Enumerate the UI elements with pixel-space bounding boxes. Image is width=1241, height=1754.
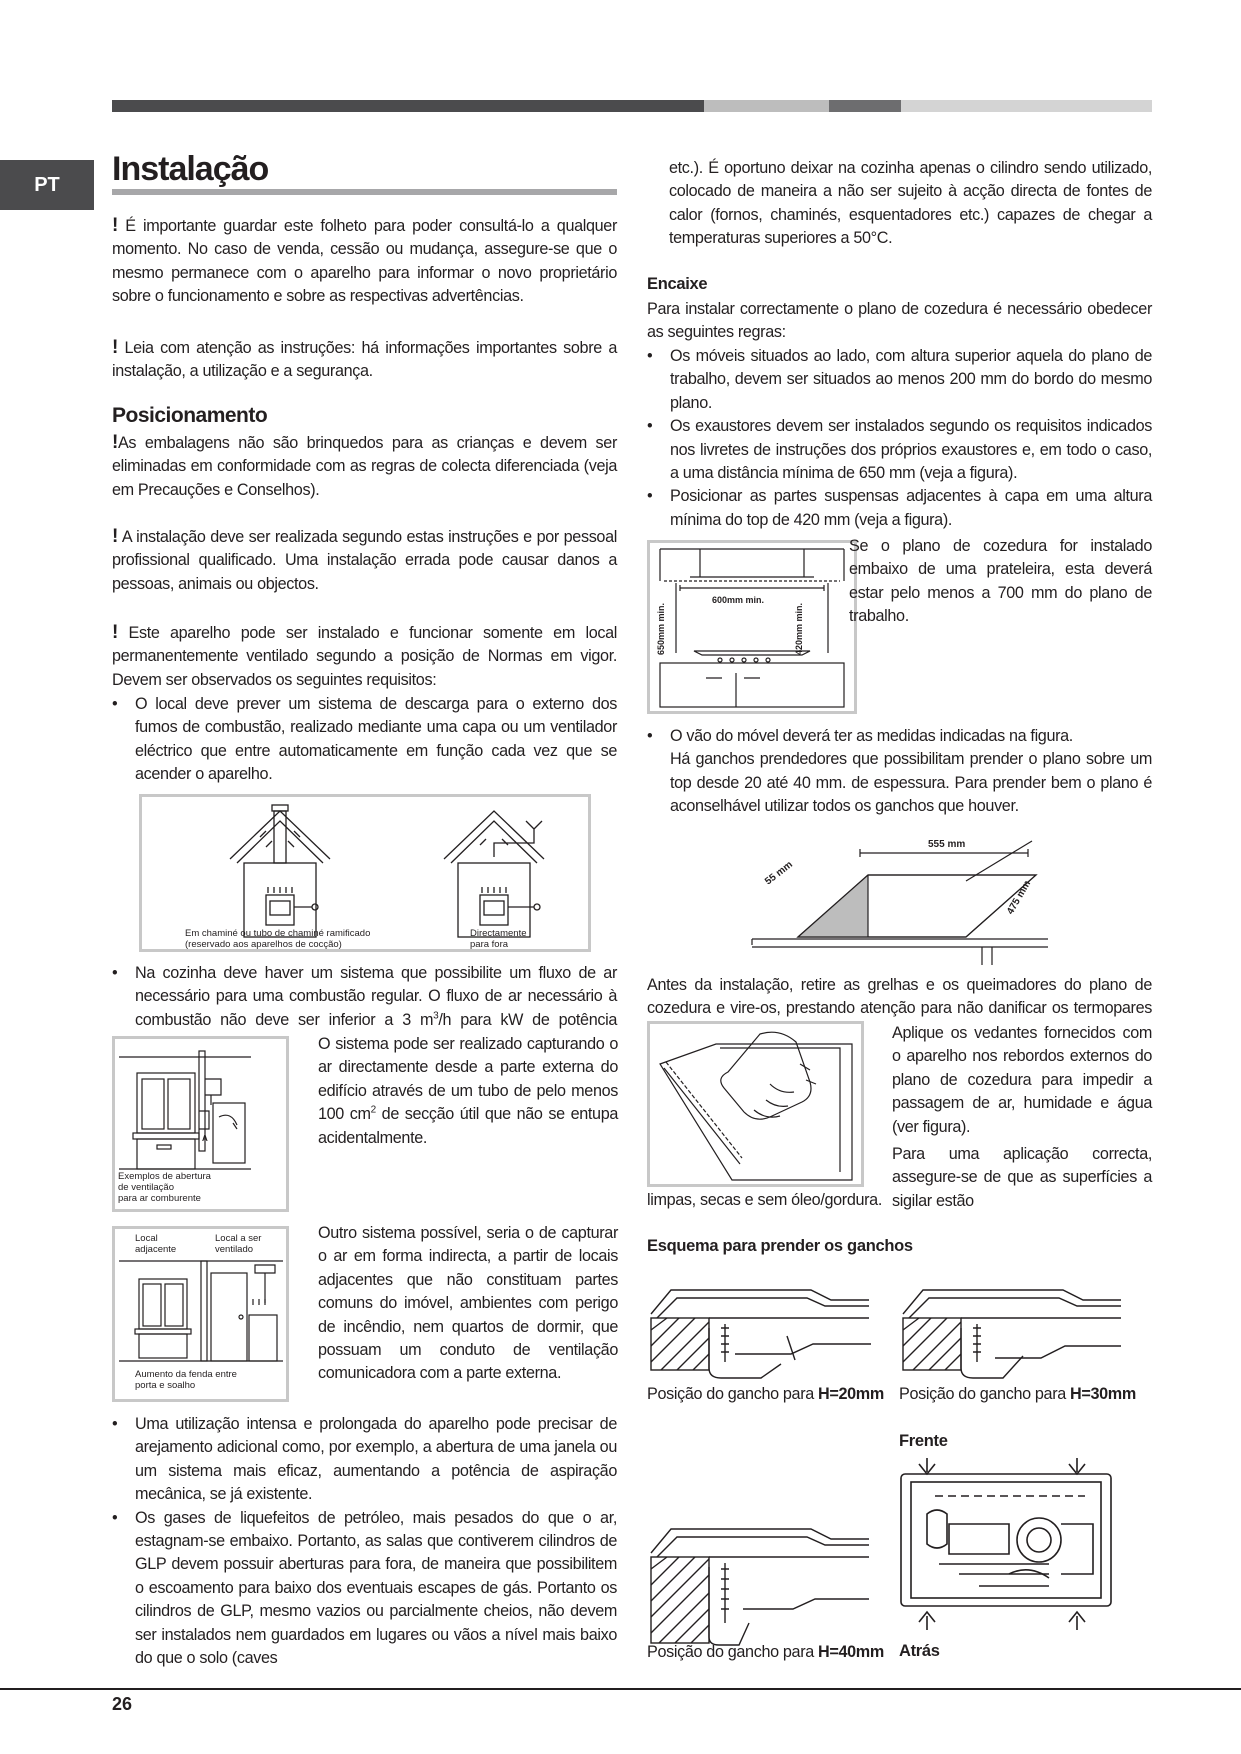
figure-hood xyxy=(647,540,857,714)
hook-diagram-40 xyxy=(647,1513,873,1653)
window-drawing xyxy=(115,1039,286,1209)
pos-text-2: A instalação deve ser realizada segundo estas instruções e por pessoal profissional qualificado. Uma instalação errada pode causar danos a pessoas, animais ou objectos. xyxy=(112,528,617,593)
list-item xyxy=(647,725,1152,819)
figure-rooms xyxy=(112,1226,289,1402)
list-item: • Os exaustores devem ser instalados segundo os requisitos indicados nos livretes de instruções dos próprios exaustores e, em todo o caso, a uma distância mínima de 650 mm (veja a figura). xyxy=(647,415,1152,485)
rooms-label-1b: adjacente xyxy=(135,1244,177,1255)
intro-text-1: É importante guardar este folheto para poder consultá-lo a qualquer momento. No caso de venda, cessão ou mudança, assegure-se que o mesmo permanece com o aparelho para informar o novo proprietário sobre o funcionamento e sobre as respectivas advertências. xyxy=(112,217,617,306)
hook-caption-20 xyxy=(647,1383,884,1406)
seal-tail: limpas, secas e sem óleo/gordura. xyxy=(647,1191,882,1209)
cutout-dim-555: 555 mm xyxy=(928,839,966,850)
list-item: • Os móveis situados ao lado, com altura superior aquela do plano de trabalho, devem ser situados ao menos 200 mm do bordo do mesmo plano. xyxy=(647,345,1152,415)
encaixe-rules xyxy=(647,345,1152,532)
before-install-text: Antes da instalação, retire as grelhas e os queimadores do plano de cozedura e vire-os, prestando atenção para não danificar os termopares xyxy=(647,976,1152,1018)
hook-30-value: H=30mm xyxy=(1070,1385,1136,1403)
houses-caption-1a: Em chaminé ou tubo de chaminé ramificado xyxy=(185,928,371,939)
window-caption-1: Exemplos de abertura xyxy=(118,1171,211,1182)
atras-label: Atrás xyxy=(899,1642,940,1660)
rooms-label-1a: Local xyxy=(135,1233,158,1244)
list-item: • Os gases de liquefeitos de petróleo, mais pesados do que o ar, estagnam-se embaixo. Portanto, as salas que contiverem cilindros de GLP devem possuir aberturas para fora, de maneira que possibilitem o escoamento para baixo dos eventuais escapes de gás. Portanto os cilindros de GLP, mesmo vazios ou parcialmente cheios, não devem ser instalados nem guardados em lugares ou vãos a nível mais baixo do que o solo (caves xyxy=(112,1507,617,1671)
hook-diagram-30 xyxy=(899,1278,1125,1382)
houses-caption-1b: (reservado aos aparelhos de cocção) xyxy=(185,939,342,949)
cutout-dim-55: 55 mm xyxy=(763,859,795,888)
page-number: 26 xyxy=(112,1694,133,1714)
rule4-rest: Há ganchos prendedores que possibilitam prender o plano sobre um top desde 20 até 40 mm. de espessura. Para prender bem o plano é aconselhável utilizar todos os ganchos que houver. xyxy=(670,750,1152,816)
superscript: 2 xyxy=(370,1104,376,1116)
hooks-heading: Esquema para prender os ganchos xyxy=(647,1237,913,1255)
hob-bottom-view xyxy=(899,1454,1114,1632)
bullet2-text: Na cozinha deve haver um sistema que possibilite um fluxo de ar necessário para uma combustão regular. O fluxo de ar necessário à combustão não deve ser inferior a 3 m xyxy=(135,964,617,1029)
pos-paragraph-1 xyxy=(112,431,617,502)
pos-text-3: Este aparelho pode ser instalado e funcionar somente em local permanentemente ventilado segundo a posição de Normas em vigor. Devem ser observados os seguintes requisitos: xyxy=(112,624,617,689)
top-bar-dark xyxy=(112,100,704,112)
cutout-dim-475: 475 mm xyxy=(1005,878,1034,917)
right-continuation: etc.). É oportuno deixar na cozinha apenas o cilindro sendo utilizado, colocado de maneira a não ser sujeito à acção directa de fontes de calor (fornos, chaminés, esquentadores etc.) capazes de chegar a temperaturas superiores a 50°C. xyxy=(669,159,1152,248)
hood-drawing xyxy=(650,543,854,711)
pos-text-1: As embalagens não são brinquedos para as crianças e devem ser eliminadas em conformidade com as regras de colecta diferenciada (veja em Precauções e Conselhos). xyxy=(112,434,617,499)
pos-paragraph-2 xyxy=(112,525,617,596)
posicionamento-heading: Posicionamento xyxy=(112,404,268,427)
pos-bullet-list-1 xyxy=(112,693,617,787)
window-caption-3: para ar comburente xyxy=(118,1193,201,1204)
hook-caption-prefix: Posição do gancho para xyxy=(899,1385,1071,1403)
intro-text-2: Leia com atenção as instruções: há informações importantes sobre a instalação, a utilização e a segurança. xyxy=(112,339,618,381)
list-item: • Uma utilização intensa e prolongada do aparelho pode precisar de arejamento adicional como, por exemplo, a abertura de uma janela ou um sistema mais eficaz, aumentando a potência de aspiração mecânica, se já existente. xyxy=(112,1413,617,1507)
hook-caption-40 xyxy=(647,1641,884,1664)
window-caption-2: de ventilação xyxy=(118,1182,174,1193)
exclamation-mark: ! xyxy=(112,622,118,643)
rooms-caption-2: porta e soalho xyxy=(135,1380,196,1391)
side2-text: Outro sistema possível, seria o de capturar o ar em forma indirecta, a partir de locais adjacentes que não constituam partes comuns do imóvel, ambientes com perigo de incêndio, nem quartos de dormir, que possuam um conduto de ventilação comunicadora com a parte externa. xyxy=(318,1224,618,1383)
rooms-label-2a: Local a ser xyxy=(215,1233,262,1244)
pos-bullet-list-3 xyxy=(112,1413,617,1670)
top-bar-mid xyxy=(704,100,829,112)
top-bar xyxy=(112,100,1152,112)
seal-text: Aplique os vedantes fornecidos com o aparelho nos rebordos externos do plano de cozedura para impedir a passagem de ar, humidade e água (ver figura). xyxy=(892,1024,1152,1136)
hood-dim-left: 650mm min. xyxy=(656,602,666,655)
hook-caption-30 xyxy=(899,1383,1136,1406)
title-underline xyxy=(112,189,617,195)
exclamation-mark: ! xyxy=(112,337,118,358)
side1-text-end: de secção útil que não se entupa acidentalmente. xyxy=(318,1105,618,1147)
hood-dim-right: 420mm min. xyxy=(794,602,804,655)
figure-window xyxy=(112,1036,289,1212)
frente-label: Frente xyxy=(899,1432,948,1450)
seal-drawing xyxy=(650,1024,861,1184)
figure-seal xyxy=(647,1021,864,1187)
hook-caption-prefix: Posição do gancho para xyxy=(647,1385,819,1403)
hook-40-value: H=40mm xyxy=(818,1643,884,1661)
exclamation-mark: ! xyxy=(112,526,118,547)
footer-rule xyxy=(0,1688,1241,1690)
exclamation-mark: ! xyxy=(112,215,118,236)
rooms-drawing xyxy=(115,1229,286,1399)
intro-paragraph-1 xyxy=(112,214,617,309)
cutout-drawing xyxy=(750,823,1050,965)
hook-caption-prefix: Posição do gancho para xyxy=(647,1643,819,1661)
hood-dim-width: 600mm min. xyxy=(712,595,765,605)
language-tab-label: PT xyxy=(34,173,60,196)
intro-paragraph-2 xyxy=(112,336,617,384)
side-text-2 xyxy=(318,1222,618,1386)
page-title: Instalação xyxy=(112,150,269,188)
rooms-label-2b: ventilado xyxy=(215,1244,254,1255)
hook-diagram-20 xyxy=(647,1278,873,1382)
exclamation-mark: ! xyxy=(112,432,118,453)
houses-caption-2a: Directamente xyxy=(470,928,527,939)
side1-text: O sistema pode ser realizado capturando o ar directamente desde a parte externa do edifício através de um tubo de pelo menos 100 cm xyxy=(318,1035,618,1124)
top-bar-dark2 xyxy=(829,100,901,112)
encaixe-heading: Encaixe xyxy=(647,275,708,293)
rooms-caption-1: Aumento da fenda entre xyxy=(135,1369,237,1380)
seal-text-2: Para uma aplicação correcta, assegure-se de que as superfícies a sigilar estão xyxy=(892,1145,1152,1210)
figure-houses xyxy=(139,794,591,952)
houses-drawing xyxy=(142,797,588,949)
list-item: • Posicionar as partes suspensas adjacentes à capa em uma altura mínima do top de 420 mm (veja a figura). xyxy=(647,485,1152,532)
language-tab xyxy=(0,160,94,210)
side-text-1 xyxy=(318,1033,618,1150)
houses-caption-2b: para fora xyxy=(470,939,509,949)
encaixe-intro: Para instalar correctamente o plano de cozedura é necessário obedecer as seguintes regras: xyxy=(647,300,1152,342)
bullet2-text-end: /h para kW de potência xyxy=(438,1010,617,1029)
top-bar-light xyxy=(901,100,1152,112)
shelf-text: Se o plano de cozedura for instalado embaixo de uma prateleira, esta deverá estar pelo menos a 700 mm do plano de trabalho. xyxy=(849,537,1152,626)
pos-paragraph-3 xyxy=(112,621,617,692)
encaixe-rule-4 xyxy=(647,725,1152,819)
figure-cutout xyxy=(750,823,1050,965)
superscript: 3 xyxy=(433,1010,439,1022)
hook-20-value: H=20mm xyxy=(818,1385,884,1403)
rule4-line1: O vão do móvel deverá ter as medidas indicadas na figura. xyxy=(670,727,1073,745)
window-label-a: A xyxy=(202,1134,208,1143)
list-item: • O local deve prever um sistema de descarga para o externo dos fumos de combustão, realizado mediante uma capa ou um ventilador eléctrico que entre automaticamente em função cada vez que se acender o aparelho. xyxy=(112,693,617,787)
